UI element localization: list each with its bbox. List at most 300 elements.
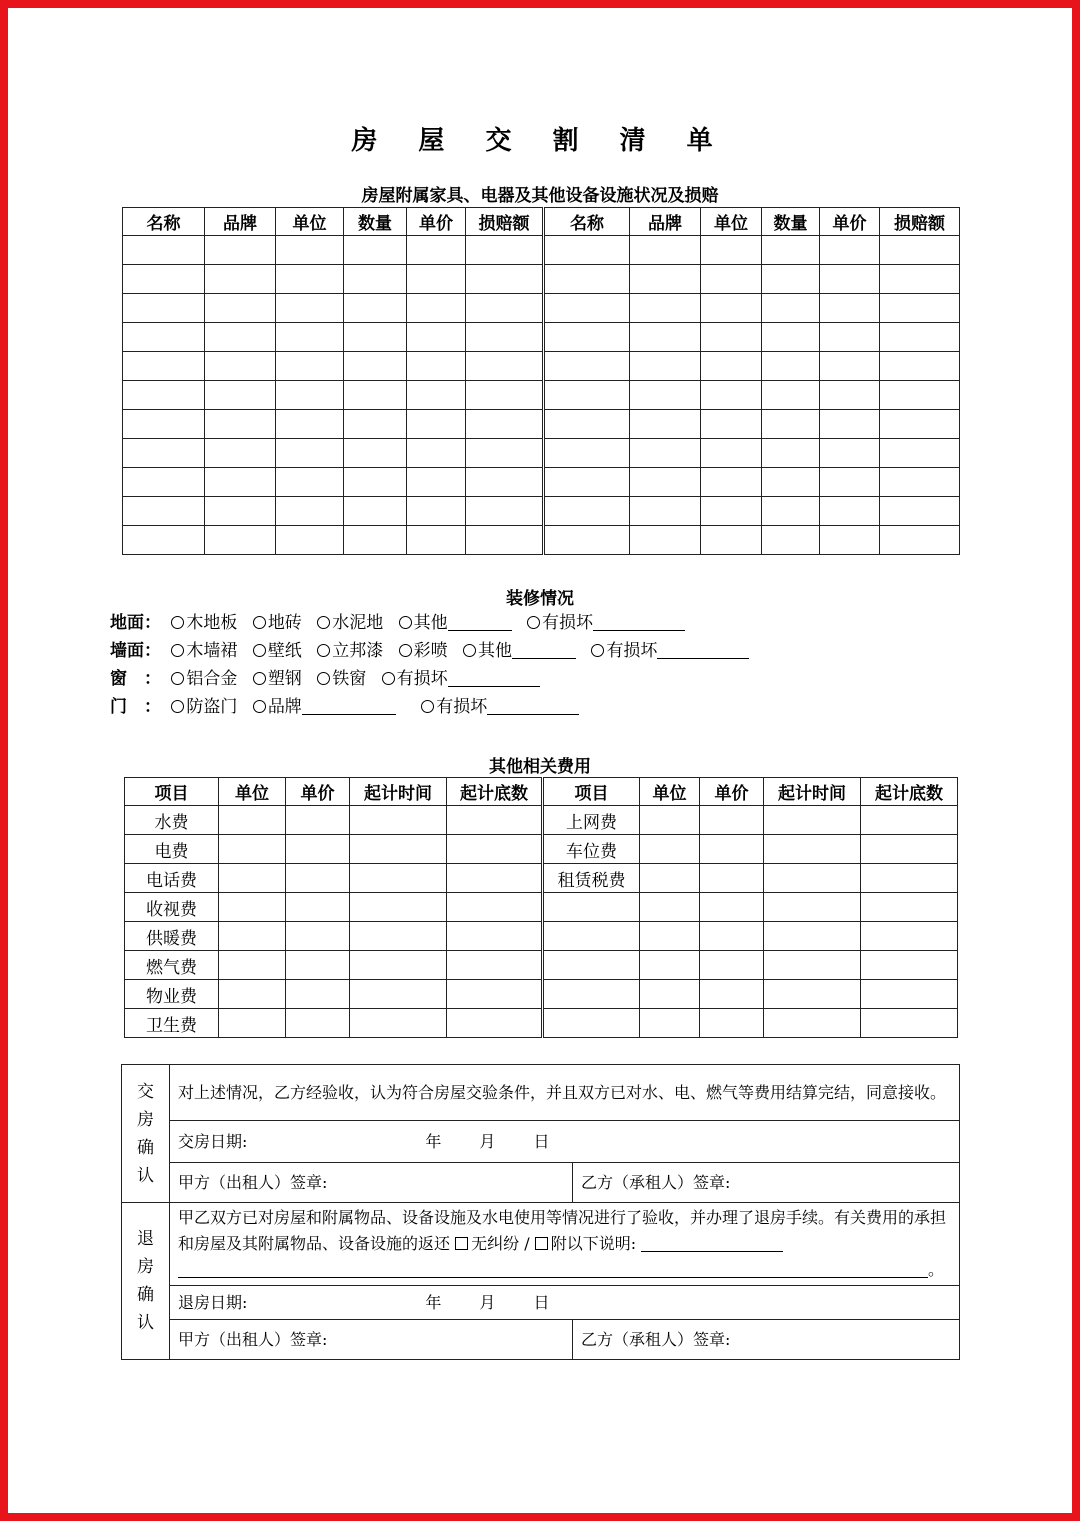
table-cell[interactable] <box>344 381 407 410</box>
table-cell[interactable] <box>762 323 820 352</box>
table-cell[interactable] <box>466 439 544 468</box>
col-fee-price: 单价 <box>286 778 350 806</box>
table-cell[interactable] <box>762 352 820 381</box>
table-cell[interactable] <box>219 951 286 980</box>
table-cell[interactable] <box>820 294 880 323</box>
table-cell[interactable] <box>219 835 286 864</box>
table-cell[interactable] <box>701 352 762 381</box>
month-label: 月 <box>479 1131 496 1151</box>
option-floor-damage[interactable]: 有损坏 <box>527 613 685 633</box>
table-cell[interactable] <box>407 265 466 294</box>
blank-line[interactable] <box>593 614 685 631</box>
table-cell[interactable] <box>640 922 700 951</box>
table-cell[interactable] <box>276 526 344 555</box>
table-cell[interactable] <box>544 439 630 468</box>
table-cell[interactable] <box>544 323 630 352</box>
table-cell[interactable] <box>630 294 701 323</box>
table-cell[interactable] <box>466 468 544 497</box>
fee-item-label: 收视费 <box>125 893 219 922</box>
table-row <box>123 236 960 265</box>
table-cell[interactable] <box>344 352 407 381</box>
table-cell[interactable] <box>820 352 880 381</box>
option-wall-other[interactable]: 其他 <box>463 641 576 661</box>
table-cell[interactable] <box>630 497 701 526</box>
table-cell[interactable] <box>123 236 205 265</box>
table-cell[interactable] <box>820 410 880 439</box>
table-cell[interactable] <box>764 1009 861 1038</box>
fee-item-label <box>543 893 640 922</box>
table-cell[interactable] <box>407 236 466 265</box>
table-cell[interactable] <box>764 893 861 922</box>
table-cell[interactable] <box>219 893 286 922</box>
col-fee-unit: 单位 <box>219 778 286 806</box>
col-unit: 单位 <box>276 208 344 236</box>
table-cell[interactable] <box>820 265 880 294</box>
table-cell[interactable] <box>407 294 466 323</box>
table-row <box>123 352 960 381</box>
table-cell[interactable] <box>344 497 407 526</box>
table-cell[interactable] <box>276 381 344 410</box>
table-cell[interactable] <box>762 468 820 497</box>
table-cell[interactable] <box>880 497 960 526</box>
col-brand-2: 品牌 <box>630 208 701 236</box>
table-cell[interactable] <box>880 323 960 352</box>
table-cell[interactable] <box>447 980 543 1009</box>
table-cell[interactable] <box>276 352 344 381</box>
table-cell[interactable] <box>123 439 205 468</box>
table-cell[interactable] <box>205 526 276 555</box>
table-cell[interactable] <box>286 922 350 951</box>
table-cell[interactable] <box>344 410 407 439</box>
table-cell[interactable] <box>123 526 205 555</box>
table-cell[interactable] <box>286 980 350 1009</box>
table-cell[interactable] <box>123 323 205 352</box>
col-name-2: 名称 <box>544 208 630 236</box>
table-cell[interactable] <box>219 922 286 951</box>
table-cell[interactable] <box>861 893 958 922</box>
table-cell[interactable] <box>466 381 544 410</box>
table-cell[interactable] <box>861 951 958 980</box>
table-cell[interactable] <box>544 468 630 497</box>
table-cell[interactable] <box>640 893 700 922</box>
table-cell[interactable] <box>762 236 820 265</box>
table-cell[interactable] <box>276 439 344 468</box>
table-cell[interactable] <box>466 352 544 381</box>
window-label: 窗 ： <box>110 669 161 689</box>
table-cell[interactable] <box>466 526 544 555</box>
table-cell[interactable] <box>544 497 630 526</box>
table-cell[interactable] <box>286 951 350 980</box>
checkbox-no-dispute[interactable]: 无纠纷 <box>455 1234 519 1253</box>
table-cell[interactable] <box>466 323 544 352</box>
table-cell[interactable] <box>544 526 630 555</box>
table-cell[interactable] <box>123 381 205 410</box>
table-cell[interactable] <box>205 352 276 381</box>
table-cell[interactable] <box>205 381 276 410</box>
option-door-damage[interactable]: 有损坏 <box>421 697 579 717</box>
table-cell[interactable] <box>880 352 960 381</box>
table-row <box>125 893 958 922</box>
option-window-damage[interactable]: 有损坏 <box>382 669 540 689</box>
option-wood-wainscot[interactable]: 木墙裙 <box>171 641 237 661</box>
furniture-header-row <box>123 208 960 236</box>
table-cell[interactable] <box>700 951 764 980</box>
table-cell[interactable] <box>219 1009 286 1038</box>
table-cell[interactable] <box>350 1009 447 1038</box>
table-row <box>125 980 958 1009</box>
table-cell[interactable] <box>630 468 701 497</box>
table-cell[interactable] <box>880 294 960 323</box>
table-cell[interactable] <box>640 864 700 893</box>
table-cell[interactable] <box>820 323 880 352</box>
table-cell[interactable] <box>701 526 762 555</box>
table-cell[interactable] <box>544 236 630 265</box>
fee-item-label <box>543 1009 640 1038</box>
table-cell[interactable] <box>762 294 820 323</box>
col-fee-unit-2: 单位 <box>640 778 700 806</box>
table-cell[interactable] <box>820 381 880 410</box>
fee-item-label: 电话费 <box>125 864 219 893</box>
table-cell[interactable] <box>205 265 276 294</box>
table-cell[interactable] <box>123 468 205 497</box>
radio-icon <box>317 672 330 685</box>
option-security-door[interactable]: 防盗门 <box>171 697 237 717</box>
table-row <box>123 526 960 555</box>
table-cell[interactable] <box>447 835 543 864</box>
table-cell[interactable] <box>447 951 543 980</box>
radio-icon <box>591 644 604 657</box>
table-cell[interactable] <box>630 236 701 265</box>
table-cell[interactable] <box>276 410 344 439</box>
table-cell[interactable] <box>276 468 344 497</box>
handover-date-row[interactable] <box>170 1121 960 1163</box>
table-cell[interactable] <box>466 236 544 265</box>
checkout-date-row[interactable] <box>170 1286 960 1320</box>
table-cell[interactable] <box>447 893 543 922</box>
handover-tenant-signature[interactable]: 乙方（承租人）签章: <box>573 1163 960 1203</box>
table-cell[interactable] <box>880 265 960 294</box>
day-label: 日 <box>533 1131 550 1151</box>
table-cell[interactable] <box>880 236 960 265</box>
option-color-spray[interactable]: 彩喷 <box>399 641 448 661</box>
table-cell[interactable] <box>861 835 958 864</box>
table-cell[interactable] <box>630 439 701 468</box>
table-cell[interactable] <box>205 294 276 323</box>
table-cell[interactable] <box>205 323 276 352</box>
table-cell[interactable] <box>762 410 820 439</box>
option-wallpaper[interactable]: 壁纸 <box>253 641 302 661</box>
note-blank-line-2[interactable] <box>178 1261 928 1278</box>
table-cell[interactable] <box>764 980 861 1009</box>
fee-item-label: 供暖费 <box>125 922 219 951</box>
table-row <box>125 1009 958 1038</box>
fee-item-label: 电费 <box>125 835 219 864</box>
table-cell[interactable] <box>762 265 820 294</box>
table-cell[interactable] <box>286 864 350 893</box>
table-cell[interactable] <box>701 468 762 497</box>
option-wood-floor[interactable]: 木地板 <box>171 613 237 633</box>
radio-icon <box>527 616 540 629</box>
table-cell[interactable] <box>123 410 205 439</box>
furniture-table <box>122 207 960 555</box>
table-cell[interactable] <box>123 265 205 294</box>
table-cell[interactable] <box>764 806 861 835</box>
option-aluminum[interactable]: 铝合金 <box>171 669 237 689</box>
table-cell[interactable] <box>630 410 701 439</box>
table-cell[interactable] <box>219 806 286 835</box>
checkout-landlord-signature[interactable]: 甲方（出租人）签章: <box>170 1320 573 1360</box>
table-cell[interactable] <box>762 526 820 555</box>
table-cell[interactable] <box>407 410 466 439</box>
table-cell[interactable] <box>344 236 407 265</box>
table-cell[interactable] <box>701 410 762 439</box>
table-cell[interactable] <box>820 468 880 497</box>
table-cell[interactable] <box>344 468 407 497</box>
option-floor-tile[interactable]: 地砖 <box>253 613 302 633</box>
table-cell[interactable] <box>544 352 630 381</box>
table-cell[interactable] <box>880 526 960 555</box>
table-cell[interactable] <box>861 806 958 835</box>
blank-line[interactable] <box>302 698 396 715</box>
table-cell[interactable] <box>123 352 205 381</box>
option-cement-floor[interactable]: 水泥地 <box>317 613 383 633</box>
checkout-statement: 甲乙双方已对房屋和附属物品、设备设施及水电使用等情况进行了验收，并办理了退房手续。有关费用的承担和房屋及其附属物品、设备设施的返还 <box>178 1208 947 1253</box>
option-floor-other[interactable]: 其他 <box>399 613 512 633</box>
table-cell[interactable] <box>407 323 466 352</box>
table-cell[interactable] <box>350 922 447 951</box>
fees-heading: 其他相关费用 <box>489 757 591 777</box>
radio-icon <box>253 672 266 685</box>
radio-icon <box>317 644 330 657</box>
table-cell[interactable] <box>407 468 466 497</box>
table-cell[interactable] <box>286 893 350 922</box>
table-cell[interactable] <box>700 922 764 951</box>
table-cell[interactable] <box>640 806 700 835</box>
table-cell[interactable] <box>640 951 700 980</box>
table-cell[interactable] <box>276 294 344 323</box>
table-cell[interactable] <box>762 497 820 526</box>
blank-line[interactable] <box>487 698 579 715</box>
option-plastic-steel[interactable]: 塑钢 <box>253 669 302 689</box>
col-unit-2: 单位 <box>701 208 762 236</box>
table-cell[interactable] <box>700 835 764 864</box>
table-row <box>125 922 958 951</box>
radio-icon <box>253 644 266 657</box>
table-cell[interactable] <box>344 439 407 468</box>
table-cell[interactable] <box>701 497 762 526</box>
table-cell[interactable] <box>762 381 820 410</box>
table-cell[interactable] <box>447 864 543 893</box>
checkout-side-label: 退 房 确 认 <box>122 1203 170 1360</box>
table-cell[interactable] <box>466 410 544 439</box>
table-cell[interactable] <box>764 864 861 893</box>
table-cell[interactable] <box>466 294 544 323</box>
document-title: 房 屋 交 割 清 单 <box>351 126 729 156</box>
table-cell[interactable] <box>466 265 544 294</box>
table-cell[interactable] <box>447 922 543 951</box>
table-cell[interactable] <box>700 980 764 1009</box>
handover-date-label: 交房日期: <box>178 1131 248 1151</box>
table-cell[interactable] <box>861 922 958 951</box>
checkbox-note[interactable]: 附以下说明: <box>535 1234 636 1253</box>
table-cell[interactable] <box>880 439 960 468</box>
confirmation-table <box>121 1064 960 1360</box>
table-cell[interactable] <box>544 265 630 294</box>
table-cell[interactable] <box>630 381 701 410</box>
table-cell[interactable] <box>276 323 344 352</box>
table-row <box>123 294 960 323</box>
table-cell[interactable] <box>344 294 407 323</box>
fee-item-label: 燃气费 <box>125 951 219 980</box>
decoration-row-floor <box>110 609 759 637</box>
table-cell[interactable] <box>219 864 286 893</box>
blank-line[interactable] <box>657 642 749 659</box>
table-cell[interactable] <box>447 1009 543 1038</box>
table-cell[interactable] <box>350 864 447 893</box>
table-cell[interactable] <box>219 980 286 1009</box>
furniture-heading: 房屋附属家具、电器及其他设备设施状况及损赔 <box>361 186 719 206</box>
checkbox-icon <box>455 1237 468 1250</box>
table-cell[interactable] <box>700 1009 764 1038</box>
table-cell[interactable] <box>344 323 407 352</box>
table-cell[interactable] <box>123 294 205 323</box>
col-unit-price: 单价 <box>407 208 466 236</box>
table-cell[interactable] <box>640 1009 700 1038</box>
table-cell[interactable] <box>640 835 700 864</box>
table-cell[interactable] <box>276 236 344 265</box>
col-name: 名称 <box>123 208 205 236</box>
table-cell[interactable] <box>861 980 958 1009</box>
decoration-row-wall <box>110 637 759 665</box>
table-cell[interactable] <box>407 381 466 410</box>
table-cell[interactable] <box>820 526 880 555</box>
table-cell[interactable] <box>544 410 630 439</box>
option-paint[interactable]: 立邦漆 <box>317 641 383 661</box>
table-cell[interactable] <box>861 1009 958 1038</box>
table-cell[interactable] <box>205 439 276 468</box>
table-cell[interactable] <box>820 439 880 468</box>
radio-icon <box>253 700 266 713</box>
table-cell[interactable] <box>276 497 344 526</box>
table-cell[interactable] <box>407 497 466 526</box>
table-cell[interactable] <box>701 236 762 265</box>
table-cell[interactable] <box>762 439 820 468</box>
table-cell[interactable] <box>700 806 764 835</box>
fee-item-label: 卫生费 <box>125 1009 219 1038</box>
table-row <box>125 835 958 864</box>
table-cell[interactable] <box>700 893 764 922</box>
table-cell[interactable] <box>407 352 466 381</box>
table-row <box>123 410 960 439</box>
table-cell[interactable] <box>764 951 861 980</box>
table-cell[interactable] <box>447 806 543 835</box>
table-cell[interactable] <box>344 526 407 555</box>
table-cell[interactable] <box>286 806 350 835</box>
fees-header-row <box>125 778 958 806</box>
table-cell[interactable] <box>544 294 630 323</box>
fee-item-label <box>543 951 640 980</box>
table-cell[interactable] <box>820 236 880 265</box>
blank-line[interactable] <box>448 614 512 631</box>
table-cell[interactable] <box>407 439 466 468</box>
handover-side-label: 交 房 确 认 <box>122 1065 170 1203</box>
table-cell[interactable] <box>820 497 880 526</box>
table-cell[interactable] <box>630 265 701 294</box>
radio-icon <box>382 672 395 685</box>
table-cell[interactable] <box>701 294 762 323</box>
checkbox-icon <box>535 1237 548 1250</box>
table-cell[interactable] <box>880 381 960 410</box>
table-cell[interactable] <box>544 381 630 410</box>
table-cell[interactable] <box>701 381 762 410</box>
table-cell[interactable] <box>205 236 276 265</box>
table-cell[interactable] <box>350 835 447 864</box>
table-cell[interactable] <box>344 265 407 294</box>
table-cell[interactable] <box>630 323 701 352</box>
floor-label: 地面： <box>110 613 161 633</box>
blank-line[interactable] <box>448 670 540 687</box>
table-cell[interactable] <box>630 352 701 381</box>
month-label: 月 <box>479 1292 496 1312</box>
year-label: 年 <box>425 1292 442 1312</box>
radio-icon <box>317 616 330 629</box>
table-row <box>125 951 958 980</box>
radio-icon <box>171 644 184 657</box>
table-cell[interactable] <box>701 323 762 352</box>
table-cell[interactable] <box>286 1009 350 1038</box>
table-cell[interactable] <box>205 410 276 439</box>
table-cell[interactable] <box>640 980 700 1009</box>
table-cell[interactable] <box>350 893 447 922</box>
table-cell[interactable] <box>205 497 276 526</box>
table-cell[interactable] <box>286 835 350 864</box>
table-cell[interactable] <box>701 265 762 294</box>
fees-table <box>124 777 958 1038</box>
option-wall-damage[interactable]: 有损坏 <box>591 641 749 661</box>
table-cell[interactable] <box>123 497 205 526</box>
decoration-row-window <box>110 665 759 693</box>
handover-landlord-signature[interactable]: 甲方（出租人）签章: <box>170 1163 573 1203</box>
table-cell[interactable] <box>407 526 466 555</box>
table-cell[interactable] <box>764 922 861 951</box>
table-cell[interactable] <box>700 864 764 893</box>
table-cell[interactable] <box>276 265 344 294</box>
table-cell[interactable] <box>630 526 701 555</box>
option-door-brand[interactable]: 品牌 <box>253 697 396 717</box>
table-cell[interactable] <box>880 410 960 439</box>
table-cell[interactable] <box>350 806 447 835</box>
checkout-statement-cell <box>170 1203 960 1286</box>
day-label: 日 <box>533 1292 550 1312</box>
table-cell[interactable] <box>764 835 861 864</box>
option-iron-window[interactable]: 铁窗 <box>317 669 366 689</box>
table-cell[interactable] <box>205 468 276 497</box>
fee-item-label: 上网费 <box>543 806 640 835</box>
decoration-list <box>110 609 759 721</box>
table-cell[interactable] <box>350 951 447 980</box>
note-blank-line[interactable] <box>641 1235 783 1252</box>
blank-line[interactable] <box>512 642 576 659</box>
handover-statement: 对上述情况，乙方经验收，认为符合房屋交验条件，并且双方已对水、电、燃气等费用结算完结，同意接收。 <box>170 1065 960 1121</box>
radio-icon <box>399 644 412 657</box>
table-cell[interactable] <box>350 980 447 1009</box>
table-row <box>125 864 958 893</box>
table-cell[interactable] <box>466 497 544 526</box>
table-cell[interactable] <box>701 439 762 468</box>
checkout-tenant-signature[interactable]: 乙方（承租人）签章: <box>573 1320 960 1360</box>
table-cell[interactable] <box>880 468 960 497</box>
table-cell[interactable] <box>861 864 958 893</box>
